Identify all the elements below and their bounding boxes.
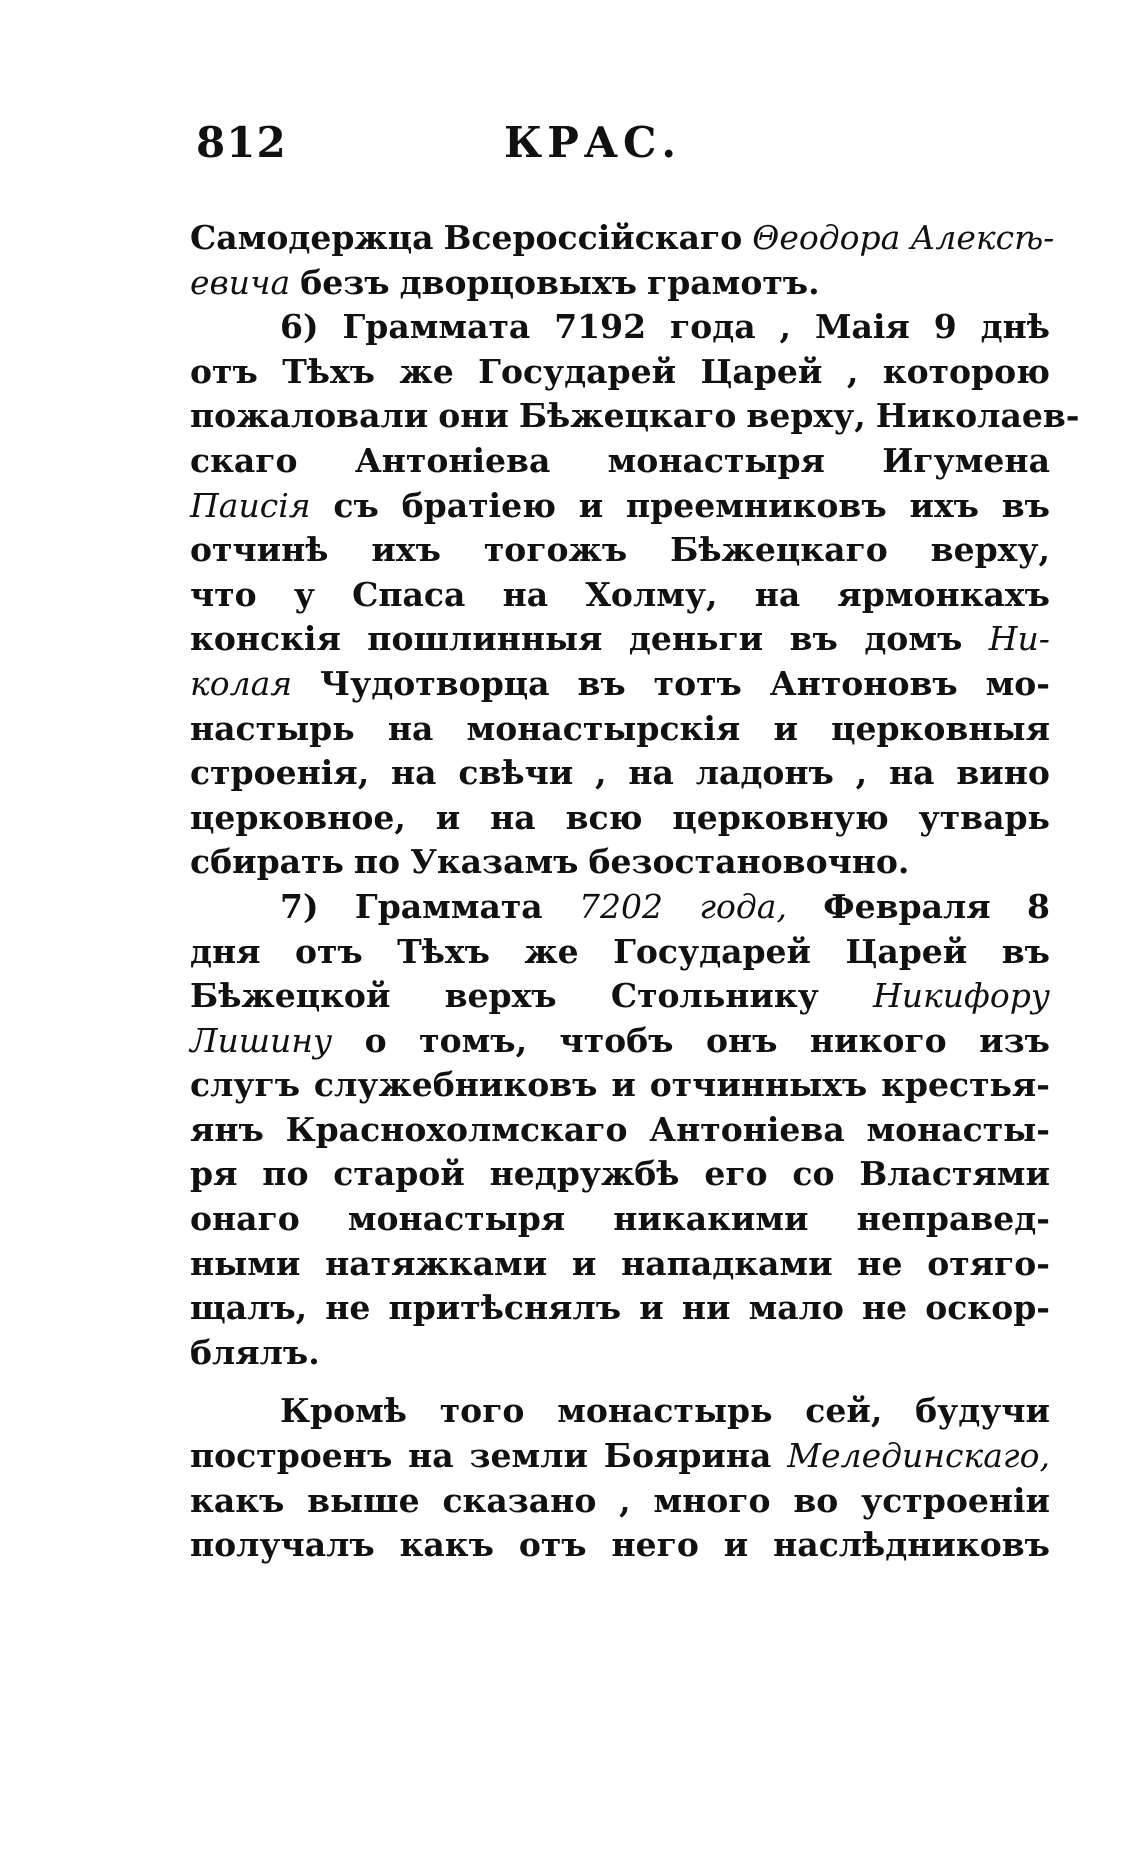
word: наслѣдниковъ <box>773 1525 1050 1565</box>
word: 8 <box>1026 886 1050 926</box>
word: не <box>857 1243 903 1283</box>
word: дворцовыхъ <box>399 262 637 302</box>
word: настырь <box>190 708 355 748</box>
word: монастыря <box>607 440 825 480</box>
word: въ <box>1001 931 1050 971</box>
page-header <box>196 118 1046 178</box>
word: конскія <box>190 619 341 659</box>
text-line <box>190 350 1050 395</box>
word: и <box>435 797 461 837</box>
text-line <box>190 1286 1050 1331</box>
word: ными <box>190 1243 301 1283</box>
word: же <box>399 351 454 391</box>
word: томъ, <box>419 1020 528 1060</box>
word: какъ <box>399 1525 494 1565</box>
word: отчинныхъ <box>649 1065 868 1105</box>
word: оскор- <box>925 1288 1050 1328</box>
word: Бѣжецкой <box>190 976 391 1016</box>
page-number: 812 <box>196 118 287 167</box>
word: никого <box>809 1020 947 1060</box>
word: свѣчи <box>458 753 574 793</box>
text-line <box>190 1197 1050 1242</box>
word: скаго <box>190 440 298 480</box>
text-line <box>190 707 1050 752</box>
word: щалъ, <box>190 1288 308 1328</box>
word: братіею <box>401 485 556 525</box>
word: утварь <box>918 797 1050 837</box>
word: что <box>190 574 257 614</box>
word: Граммата <box>354 886 543 926</box>
word: грамотъ. <box>647 262 820 302</box>
word: Паисія <box>190 485 311 525</box>
word: въ <box>1001 485 1050 525</box>
word: и <box>773 708 798 748</box>
word: 7202 <box>579 886 664 926</box>
word: ладонъ <box>695 753 834 793</box>
word: 7192 <box>554 307 647 347</box>
text-line <box>190 617 1050 662</box>
word: по <box>262 1154 309 1194</box>
text-line <box>190 439 1050 484</box>
word: того <box>439 1391 525 1431</box>
word: Θеодора <box>752 218 901 257</box>
word: Антоніева <box>649 1109 845 1149</box>
word: Алексѣ- <box>910 218 1055 257</box>
word: Стольнику <box>610 976 819 1016</box>
word: Кромѣ <box>280 1391 407 1431</box>
word: въ <box>577 663 626 703</box>
word: верху, <box>930 530 1050 570</box>
word: во <box>793 1480 839 1520</box>
text-line <box>190 1108 1050 1153</box>
word: ни <box>681 1288 731 1328</box>
word: , <box>779 307 792 347</box>
word: монастырь <box>557 1391 773 1431</box>
word: которою <box>882 351 1050 391</box>
word: Маія <box>814 307 910 347</box>
text-line <box>190 261 1050 306</box>
word: Краснохолмскаго <box>285 1109 628 1149</box>
word: церковное, <box>190 797 406 837</box>
word: Самодержца <box>190 218 434 257</box>
word: всю <box>565 797 643 837</box>
word: Николаев- <box>875 396 1080 436</box>
word: онаго <box>190 1199 300 1239</box>
word: Ни- <box>988 619 1050 659</box>
word: онъ <box>705 1020 778 1060</box>
word: Царей <box>700 351 823 391</box>
word: Чудотворца <box>320 663 550 703</box>
text-line <box>190 1479 1050 1524</box>
text-line <box>190 573 1050 618</box>
word: нападками <box>621 1243 833 1283</box>
word: у <box>293 574 315 614</box>
word: верху, <box>746 396 866 436</box>
word: вино <box>956 753 1050 793</box>
word: о <box>364 1020 387 1060</box>
body-text <box>190 216 1080 1568</box>
word: сей, <box>805 1391 883 1431</box>
word: отъ <box>294 931 363 971</box>
text-line <box>190 305 1050 350</box>
word: же <box>524 931 579 971</box>
word: получалъ <box>190 1525 375 1565</box>
text-line <box>190 1389 1050 1434</box>
word: 9 <box>933 307 957 347</box>
word: будучи <box>915 1391 1050 1431</box>
word: евича <box>190 262 291 302</box>
word: земли <box>469 1436 588 1476</box>
word: притѣснялъ <box>388 1288 622 1328</box>
word: Холму, <box>585 574 718 614</box>
word: и <box>578 485 604 525</box>
word: , <box>619 1480 631 1520</box>
word: янъ <box>190 1109 264 1149</box>
text-line <box>190 1063 1050 1108</box>
word: на <box>391 753 437 793</box>
word: Антоновъ <box>769 663 958 703</box>
text-line <box>190 796 1050 841</box>
word: построенъ <box>190 1436 393 1476</box>
word: отчинѣ <box>190 530 329 570</box>
word: ихъ <box>371 530 441 570</box>
word: Тѣхъ <box>282 351 375 391</box>
word: , <box>595 753 607 793</box>
word: на <box>628 753 674 793</box>
word: 7) <box>280 886 319 926</box>
text-line <box>190 930 1050 975</box>
word: Властями <box>859 1154 1050 1194</box>
word: ярмонкахъ <box>837 574 1050 614</box>
word: натяжками <box>325 1243 548 1283</box>
word: мо- <box>985 663 1050 703</box>
word: Никифору <box>873 976 1050 1016</box>
word: ря <box>190 1154 238 1194</box>
word: Лишину <box>190 1020 333 1060</box>
word: строенія, <box>190 753 370 793</box>
word: ихъ <box>909 485 979 525</box>
word: на <box>888 753 935 793</box>
text-line <box>190 484 1050 529</box>
word: дня <box>190 931 261 971</box>
word: домъ <box>864 619 963 659</box>
running-head: КРАС. <box>504 118 682 167</box>
text-line <box>190 1242 1050 1287</box>
word: Всероссійскаго <box>443 218 743 257</box>
word: чтобъ <box>559 1020 674 1060</box>
word: выше <box>307 1480 420 1520</box>
word: года, <box>699 886 787 926</box>
word: пошлинныя <box>367 619 603 659</box>
word: , <box>846 351 859 391</box>
word: сказано <box>442 1480 597 1520</box>
word: тотъ <box>653 663 742 703</box>
text-line <box>190 1434 1050 1479</box>
word: старой <box>333 1154 465 1194</box>
word: монастырскія <box>466 708 741 748</box>
word: Спаса <box>352 574 466 614</box>
word: отъ <box>518 1525 587 1565</box>
text-line <box>190 974 1050 1019</box>
word: мало <box>748 1288 844 1328</box>
word: Тѣхъ <box>397 931 490 971</box>
word: деньги <box>628 619 764 659</box>
word: отяго- <box>927 1243 1050 1283</box>
word: 6) <box>280 307 319 347</box>
word: безостановочно. <box>588 842 910 882</box>
word: колая <box>190 663 293 703</box>
word: никакими <box>613 1199 809 1239</box>
word: Бѣжецкаго <box>518 396 737 436</box>
text-line <box>190 1331 1050 1376</box>
word: со <box>792 1154 835 1194</box>
word: не <box>862 1288 908 1328</box>
word: церковныя <box>831 708 1050 748</box>
text-line <box>190 216 1055 261</box>
word: сбирать <box>190 842 344 882</box>
text-line <box>190 662 1050 707</box>
word: Государей <box>613 931 812 971</box>
word: церковную <box>672 797 889 837</box>
word: Бѣжецкаго <box>670 530 888 570</box>
word: они <box>438 396 509 436</box>
word: его <box>704 1154 768 1194</box>
word: Указамъ <box>410 842 579 882</box>
text-line <box>190 394 1080 439</box>
word: и <box>611 1065 636 1105</box>
word: на <box>408 1436 454 1476</box>
word: днѣ <box>980 307 1050 347</box>
word: пожаловали <box>190 396 429 436</box>
text-line <box>190 840 1050 885</box>
word: въ <box>789 619 838 659</box>
word: монасты- <box>866 1109 1050 1149</box>
text-line <box>190 528 1050 573</box>
word: Мелединскаго, <box>787 1436 1050 1476</box>
word: и <box>723 1525 749 1565</box>
word: и <box>571 1243 597 1283</box>
word: устроеніи <box>861 1480 1050 1520</box>
word: Государей <box>478 351 677 391</box>
word: съ <box>333 485 379 525</box>
word: изъ <box>979 1020 1050 1060</box>
word: и <box>639 1288 664 1328</box>
word: какъ <box>190 1480 285 1520</box>
word: неправед- <box>856 1199 1050 1239</box>
text-line <box>190 1523 1050 1568</box>
word: отъ <box>190 351 258 391</box>
word: Игумена <box>882 440 1050 480</box>
word: служебниковъ <box>313 1065 598 1105</box>
word: крестья- <box>881 1065 1050 1105</box>
word: монастыря <box>347 1199 566 1239</box>
word: Февраля <box>823 886 991 926</box>
word: на <box>754 574 801 614</box>
word: него <box>611 1525 699 1565</box>
word: Боярина <box>603 1436 772 1476</box>
word: на <box>502 574 549 614</box>
word: не <box>325 1288 371 1328</box>
text-line <box>190 885 1050 930</box>
word: Антоніева <box>354 440 551 480</box>
word: тогожъ <box>483 530 628 570</box>
word: года <box>670 307 756 347</box>
word: по <box>353 842 401 882</box>
word: много <box>653 1480 771 1520</box>
word: верхъ <box>444 976 557 1016</box>
word: слугъ <box>190 1065 301 1105</box>
word: Царей <box>845 931 968 971</box>
text-line <box>190 1152 1050 1197</box>
word: недружбѣ <box>489 1154 680 1194</box>
word: блялъ. <box>190 1332 320 1372</box>
word: безъ <box>300 262 390 302</box>
text-line <box>190 1019 1050 1064</box>
word: на <box>387 708 434 748</box>
text-line <box>190 751 1050 796</box>
word: Граммата <box>342 307 531 347</box>
word: , <box>855 753 868 793</box>
word: на <box>490 797 536 837</box>
word: преемниковъ <box>626 485 887 525</box>
